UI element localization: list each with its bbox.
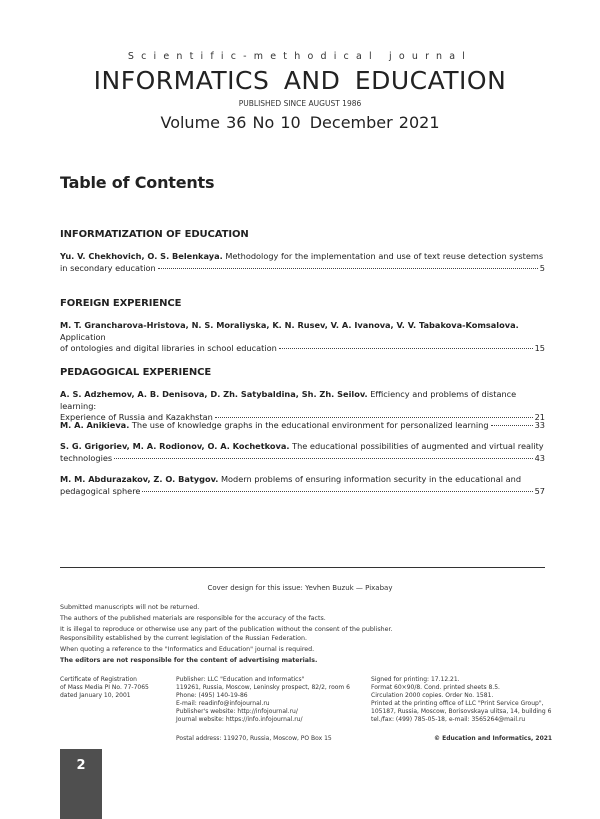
toc-entry[interactable] bbox=[60, 251, 545, 274]
entry-authors: S. G. Grigoriev, M. A. Rodionov, O. A. Kochetkova. bbox=[60, 441, 290, 451]
notice-line: When quoting a reference to the "Informatics and Education" journal is required. bbox=[60, 646, 315, 653]
entry-title: The educational possibilities of augmented and virtual reality bbox=[292, 441, 544, 451]
registration-line: Certificate of Registration bbox=[60, 676, 137, 683]
entry-title-cont: of ontologies and digital libraries in school education bbox=[60, 343, 277, 353]
toc-entry[interactable] bbox=[60, 389, 545, 424]
notice-line: Responsibility established by the current legislation of the Russian Federation. bbox=[60, 634, 307, 642]
entry-title: Efficiency and problems of distance learning: bbox=[60, 389, 517, 411]
postal-address: Postal address: 119270, Russia, Moscow, PO Box 15 bbox=[176, 735, 332, 742]
entry-page: 5 bbox=[539, 262, 545, 273]
entry-line1 bbox=[60, 441, 545, 453]
copyright: © Education and Informatics, 2021 bbox=[434, 735, 553, 742]
entry-authors: M. A. Anikieva. bbox=[60, 420, 130, 430]
dot-leader bbox=[215, 417, 533, 418]
entry-title-cont: in secondary education bbox=[60, 262, 156, 273]
publisher-email[interactable]: E-mail: readinfo@infojournal.ru bbox=[176, 700, 270, 707]
dot-leader bbox=[142, 491, 532, 492]
entry-authors: M. M. Abdurazakov, Z. O. Batygov. bbox=[60, 474, 219, 484]
entry-authors: M. T. Grancharova-Hristova, N. S. Moraliyska, K. N. Rusev, V. A. Ivanova, V. V. Tabakova-Komsalova. bbox=[60, 320, 519, 330]
entry-title: Methodology for the implementation and use of text reuse detection systems bbox=[225, 251, 544, 261]
entry-title-cont: pedagogical sphere bbox=[60, 485, 141, 496]
registration-line: of Mass Media PI No. 77-7065 bbox=[60, 684, 149, 691]
entry-line1 bbox=[60, 420, 545, 432]
printing-line: Circulation 2000 copies. Order No. 1581. bbox=[371, 692, 494, 699]
entry-page: 33 bbox=[534, 420, 545, 430]
toc-entry[interactable] bbox=[60, 474, 545, 497]
dot-leader bbox=[491, 425, 533, 426]
printing-line: Printed at the printing office of LLC "Print Service Group", bbox=[371, 700, 544, 707]
publisher-info bbox=[176, 676, 350, 724]
entry-line2 bbox=[60, 486, 545, 498]
notice-line: Submitted manuscripts will not be returned. bbox=[60, 604, 200, 611]
entry-title: The use of knowledge graphs in the educational environment for personalized learning bbox=[131, 420, 489, 430]
printing-info bbox=[371, 676, 551, 724]
toc-entry[interactable] bbox=[60, 441, 545, 464]
published-since: PUBLISHED SINCE AUGUST 1986 bbox=[238, 99, 362, 108]
cover-credit: Cover design for this issue: Yevhen Buzuk — Pixabay bbox=[207, 584, 393, 592]
entry-line2 bbox=[60, 343, 545, 355]
issue-date: December 2021 bbox=[309, 113, 440, 132]
journal-subtitle: Scientific-methodical journal bbox=[127, 51, 473, 62]
notice-line: It is illegal to reproduce or otherwise use any part of the publication without the consent of the publisher. bbox=[60, 626, 393, 633]
registration-line: dated January 10, 2001 bbox=[60, 692, 131, 699]
publisher-website[interactable]: Publisher's website: http://infojournal.ru/ bbox=[176, 708, 298, 715]
entry-line2 bbox=[60, 453, 545, 465]
footer-divider bbox=[60, 567, 545, 568]
entry-authors: Yu. V. Chekhovich, O. S. Belenkaya. bbox=[60, 251, 223, 261]
volume-number: Volume 36 No 10 bbox=[160, 113, 301, 132]
entry-page: 15 bbox=[534, 343, 545, 353]
toc-entry[interactable] bbox=[60, 320, 545, 355]
entry-page: 21 bbox=[534, 412, 545, 422]
entry-title-cont: technologies bbox=[60, 452, 113, 463]
printing-line: Format 60×90/8. Cond. printed sheets 8.5. bbox=[371, 684, 500, 691]
journal-website[interactable]: Journal website: https://info.infojournal.ru/ bbox=[176, 716, 303, 723]
dot-leader bbox=[279, 348, 533, 349]
printing-contact: tel./fax: (499) 785-05-18, e-mail: 3565264@mail.ru bbox=[371, 716, 526, 723]
entry-page: 57 bbox=[534, 485, 545, 496]
dot-leader bbox=[114, 458, 532, 459]
entry-page: 43 bbox=[534, 452, 545, 463]
publisher-line: Phone: (495) 140-19-86 bbox=[176, 692, 248, 699]
volume-line bbox=[0, 113, 600, 132]
entry-authors: A. S. Adzhemov, A. B. Denisova, D. Zh. Satybaldina, Sh. Zh. Seilov. bbox=[60, 389, 368, 399]
printing-line: 105187, Russia, Moscow, Borisovskaya ulitsa, 14, building 6 bbox=[371, 708, 552, 715]
entry-title: Application bbox=[60, 331, 106, 342]
entry-line2 bbox=[60, 263, 545, 275]
registration-info bbox=[60, 676, 149, 700]
page-number: 2 bbox=[76, 758, 86, 773]
entry-line1 bbox=[60, 320, 545, 343]
toc-entry[interactable] bbox=[60, 420, 545, 432]
section-title: INFORMATIZATION OF EDUCATION bbox=[60, 229, 249, 240]
dot-leader bbox=[158, 268, 538, 269]
journal-title: INFORMATICS AND EDUCATION bbox=[93, 66, 507, 95]
section-title: FOREIGN EXPERIENCE bbox=[60, 298, 182, 309]
entry-title-cont: Experience of Russia and Kazakhstan bbox=[60, 412, 213, 422]
entry-title: Modern problems of ensuring information security in the educational and bbox=[220, 474, 522, 484]
publisher-line: 119261, Russia, Moscow, Leninsky prospect, 82/2, room 6 bbox=[176, 684, 350, 691]
entry-line1 bbox=[60, 251, 545, 263]
entry-line1 bbox=[60, 474, 545, 486]
publisher-line: Publisher: LLC "Education and Informatics" bbox=[176, 676, 305, 683]
printing-line: Signed for printing: 17.12.21. bbox=[371, 676, 460, 683]
advertising-disclaimer: The editors are not responsible for the content of advertising materials. bbox=[60, 657, 318, 664]
entry-line1 bbox=[60, 389, 545, 412]
toc-title: Table of Contents bbox=[60, 173, 215, 192]
notice-line: The authors of the published materials are responsible for the accuracy of the facts. bbox=[60, 615, 326, 622]
section-title: PEDAGOGICAL EXPERIENCE bbox=[60, 367, 212, 378]
